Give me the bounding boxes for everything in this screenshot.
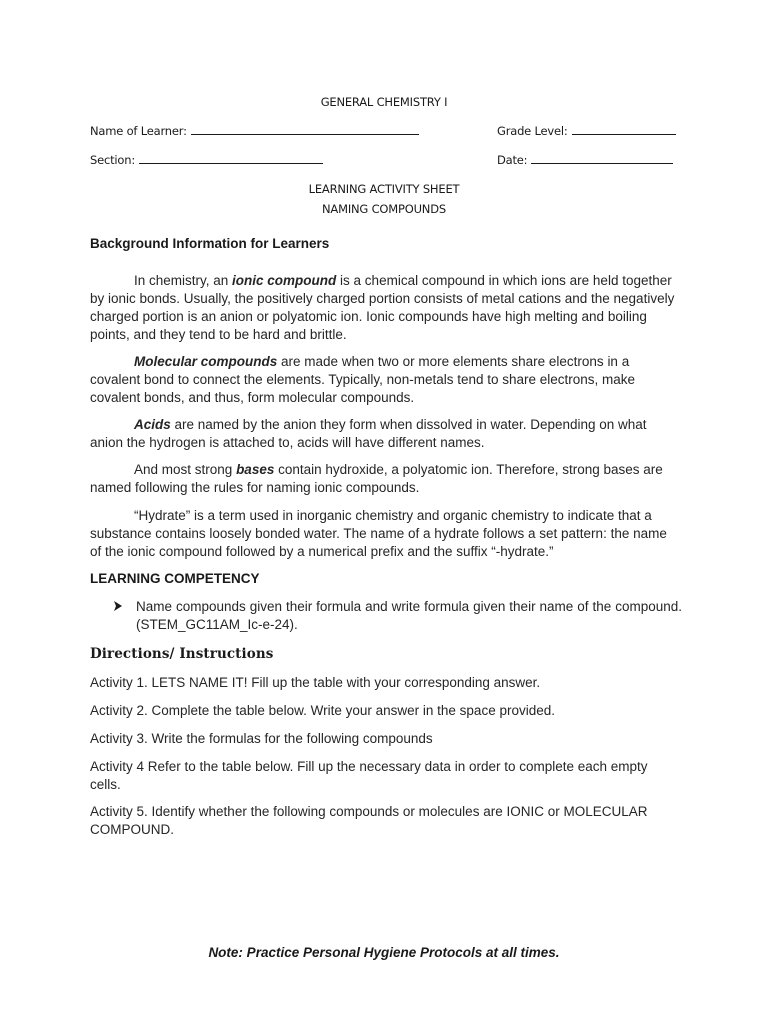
activity-5: Activity 5. Identify whether the following compounds or molecules are IONIC or MOLECULAR COMPOUND. (90, 804, 648, 837)
p4-post: contain hydroxide, a polyatomic ion. Therefore, strong bases are named following the rules for naming ionic compounds. (90, 462, 663, 495)
paragraph-molecular-compounds (90, 353, 680, 407)
term-ionic-compound: ionic compound (232, 273, 337, 288)
topic-title: NAMING COMPOUNDS (322, 202, 446, 216)
paragraph-ionic-compound (90, 272, 680, 344)
activity-1: Activity 1. LETS NAME IT! Fill up the table with your corresponding answer. (90, 675, 541, 690)
paragraph-acids (90, 416, 680, 452)
paragraph-hydrate (90, 507, 680, 561)
grade-level-field (497, 124, 676, 138)
date-field (497, 153, 673, 167)
paragraph-bases (90, 461, 680, 497)
activity-4: Activity 4 Refer to the table below. Fill up the necessary data in order to complete each empty cells. (90, 759, 648, 792)
p1-post: is a chemical compound in which ions are held together by ionic bonds. Usually, the positively charged portion consists of metal cations and the negatively charged portion is an anion or polyatomic ion. Ionic compounds have high melting and boiling points, and they tend to be hard and brittle. (90, 273, 675, 342)
competency-item (112, 598, 682, 634)
section-label: Section: (90, 153, 136, 167)
section-field (90, 153, 323, 167)
term-acids: Acids (134, 417, 171, 432)
p1-pre: In chemistry, an (134, 273, 233, 288)
name-of-learner-label: Name of Learner: (90, 124, 187, 138)
p4-pre: And most strong (134, 462, 237, 477)
p2-post: are made when two or more elements share electrons in a covalent bond to connect the elements. Typically, non-metals tend to share electrons, make covalent bonds, and thus, form molecular compounds. (90, 354, 636, 405)
directions-heading: Directions/ Instructions (90, 646, 274, 662)
arrow-right-icon (112, 599, 128, 617)
course-title: GENERAL CHEMISTRY I (320, 95, 448, 109)
date-label: Date: (497, 153, 528, 167)
name-of-learner-blank[interactable] (191, 124, 419, 135)
date-blank[interactable] (531, 153, 673, 164)
grade-level-blank[interactable] (572, 124, 676, 135)
name-of-learner-field (90, 124, 419, 138)
sheet-title: LEARNING ACTIVITY SHEET (308, 182, 460, 196)
term-bases: bases (236, 462, 275, 477)
p3-post: are named by the anion they form when dissolved in water. Depending on what anion the hydrogen is attached to, acids will have different names. (90, 417, 647, 450)
grade-level-label: Grade Level: (497, 124, 568, 138)
competency-heading: LEARNING COMPETENCY (90, 571, 260, 586)
activity-2: Activity 2. Complete the table below. Write your answer in the space provided. (90, 703, 555, 718)
background-heading: Background Information for Learners (90, 236, 330, 251)
p5-text: “Hydrate” is a term used in inorganic chemistry and organic chemistry to indicate that a substance contains loosely bonded water. The name of a hydrate follows a set pattern: the name of the ionic compound followed by a numerical prefix and the suffix “-hydrate.” (90, 508, 667, 559)
term-molecular-compounds: Molecular compounds (134, 354, 278, 369)
hygiene-note: Note: Practice Personal Hygiene Protocols at all times. (208, 945, 560, 960)
section-blank[interactable] (139, 153, 323, 164)
activity-3: Activity 3. Write the formulas for the following compounds (90, 731, 433, 746)
competency-text: Name compounds given their formula and write formula given their name of the compound. (STEM_GC11AM_Ic-e-24). (136, 599, 682, 632)
